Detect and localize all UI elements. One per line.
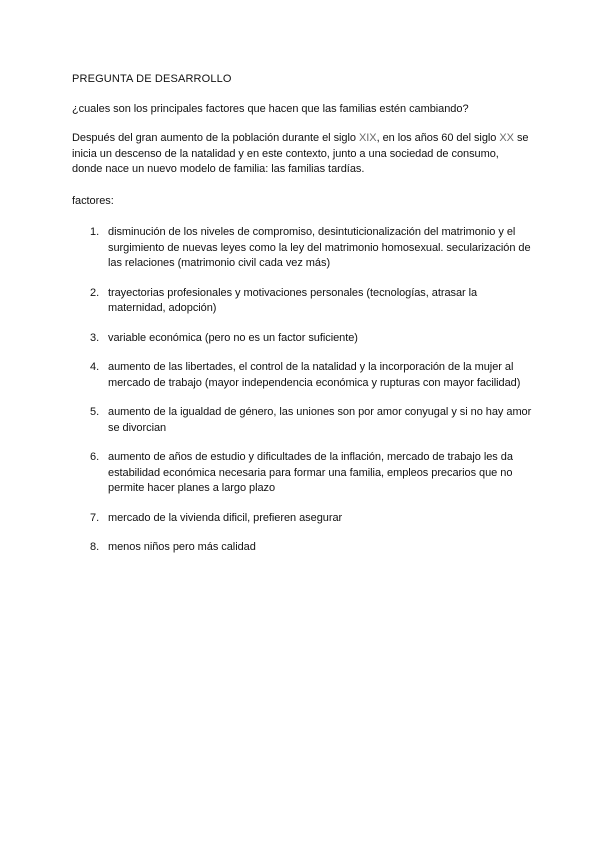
- list-item-number: 3.: [90, 331, 100, 344]
- list-item: [72, 450, 532, 497]
- intro-part-3: se inicia un descenso de la natalidad y en este contexto, junto a una sociedad de consumo, donde nace un nuevo modelo de familia: las familias tardías.: [72, 132, 529, 175]
- century-xix: XIX: [358, 132, 377, 144]
- list-item-text: aumento de la igualdad de género, las uniones son por amor conyugal y si no hay amor se divorcian: [108, 406, 532, 434]
- document-body: [72, 72, 532, 570]
- factors-label: factores:: [72, 194, 114, 207]
- list-item-number: 7.: [90, 511, 100, 524]
- page-title: PREGUNTA DE DESARROLLO: [72, 73, 232, 85]
- list-item: [72, 331, 532, 347]
- list-item: [72, 405, 532, 436]
- intro-part-1: Después del gran aumento de la población durante el siglo: [72, 132, 359, 144]
- list-item-text: mercado de la vivienda dificil, prefieren asegurar: [108, 511, 343, 524]
- list-item: [72, 225, 532, 272]
- list-item: [72, 360, 532, 391]
- century-xx: XX: [499, 132, 514, 144]
- list-item-number: 6.: [90, 451, 100, 463]
- list-item: [72, 540, 532, 556]
- list-item-text: disminución de los niveles de compromiso, desintuticionalización del matrimonio y el surgimiento de nuevas leyes como la ley del matrimonio homosexual. secularización de las relaciones (matrimonio civil cada vez más): [108, 226, 531, 269]
- list-item-text: variable económica (pero no es un factor suficiente): [108, 331, 358, 344]
- list-item-number: 2.: [90, 286, 100, 299]
- intro-paragraph: [72, 131, 532, 178]
- list-item-number: 4.: [90, 361, 100, 373]
- list-item-text: trayectorias profesionales y motivaciones personales (tecnologías, atrasar la maternidad, adopción): [108, 286, 478, 314]
- list-item-text: aumento de las libertades, el control de la natalidad y la incorporación de la mujer al mercado de trabajo (mayor independencia económica y rupturas con mayor facilidad): [108, 361, 521, 389]
- list-item: [72, 511, 532, 527]
- list-item: [72, 286, 532, 317]
- list-item-number: 8.: [90, 541, 100, 553]
- list-item-number: 5.: [90, 406, 100, 418]
- list-item-text: aumento de años de estudio y dificultades de la inflación, mercado de trabajo les da estabilidad económica necesaria para formar una familia, empleos precarios que no permite hacer planes a largo plazo: [108, 451, 513, 494]
- list-item-number: 1.: [90, 226, 100, 238]
- list-item-text: menos niños pero más calidad: [108, 541, 256, 553]
- intro-part-2: , en los años 60 del siglo: [376, 132, 500, 144]
- question-text: ¿cuales son los principales factores que hacen que las familias estén cambiando?: [72, 102, 469, 115]
- factor-list: [72, 225, 532, 556]
